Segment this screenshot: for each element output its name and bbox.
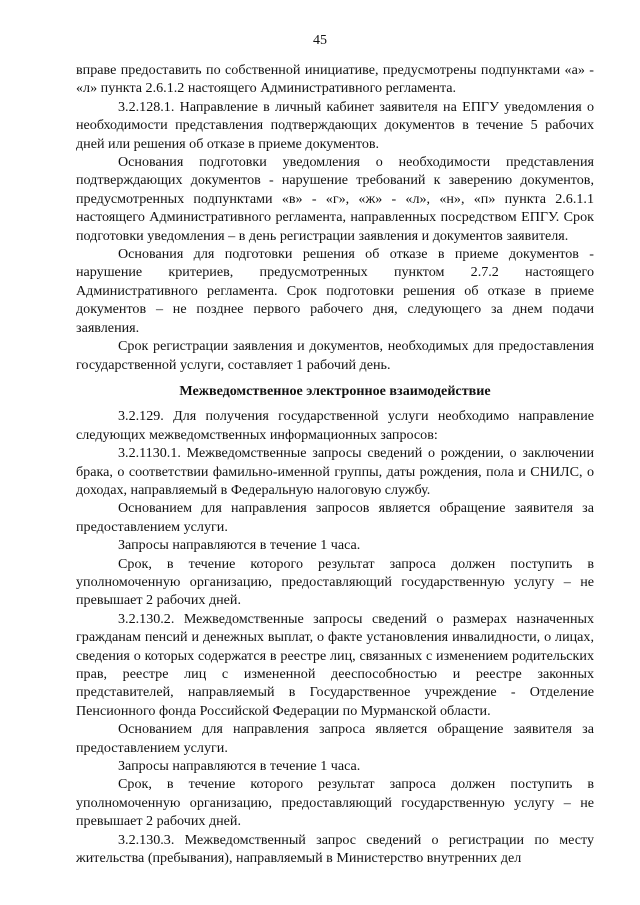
paragraph: Срок, в течение которого результат запроса должен поступить в уполномоченную организацию, предоставляющий государственную услугу – не превышает 2 рабочих дней. [76,555,594,609]
paragraphs-before-heading [76,61,594,374]
paragraph: 3.2.128.1. Направление в личный кабинет заявителя на ЕПГУ уведомления о необходимости представления подтверждающих документов в течение 5 рабочих дней или решения об отказе в приеме документов. [76,98,594,152]
paragraph: Основания для подготовки решения об отказе в приеме документов - нарушение критериев, предусмотренных пунктом 2.7.2 настоящего Административного регламента. Срок подготовки решения об отказе в приеме документов – не позднее первого рабочего дня, следующего за днем подачи заявления. [76,246,594,336]
document-body [76,61,594,867]
paragraph: Основанием для направления запросов является обращение заявителя за предоставлением услуги. [76,500,594,535]
paragraph: Срок, в течение которого результат запроса должен поступить в уполномоченную организацию, предоставляющий государственную услугу – не превышает 2 рабочих дней. [76,776,594,830]
paragraphs-after-heading [76,407,594,867]
paragraph: Запросы направляются в течение 1 часа. [118,537,361,554]
paragraph: Срок регистрации заявления и документов, необходимых для предоставления государственной услуги, составляет 1 рабочий день. [76,338,594,373]
paragraph: вправе предоставить по собственной инициативе, предусмотрены подпунктами «а» - «л» пункта 2.6.1.2 настоящего Административного регламента. [76,62,594,97]
paragraph: 3.2.130.2. Межведомственные запросы сведений о размерах назначенных гражданам пенсий и денежных выплат, о факте установления инвалидности, о лицах, сведения о которых содержатся в реестре лиц, связанных с изменением родительских прав, реестре лиц с измененной дееспособностью и реестре законных представителей, направляемый в Государственное учреждение - Отделение Пенсионного фонда Российской Федерации по Мурманской области. [76,610,594,719]
section-heading: Межведомственное электронное взаимодействие [179,382,491,399]
paragraph: Основанием для направления запроса является обращение заявителя за предоставлением услуги. [76,721,594,756]
paragraph: Запросы направляются в течение 1 часа. [118,758,361,775]
paragraph: 3.2.129. Для получения государственной услуги необходимо направление следующих межведомственных информационных запросов: [76,408,594,443]
paragraph: Основания подготовки уведомления о необходимости представления подтверждающих документов - нарушение требований к заверению документов, предусмотренных подпунктами «в» - «г», «ж» - «л», «н», «п» пункта 2.6.1.1 настоящего Административного регламента, направленных посредством ЕПГУ. Срок подготовки уведомления – в день регистрации заявления и документов заявителя. [76,154,594,244]
paragraph: 3.2.1130.1. Межведомственные запросы сведений о рождении, о заключении брака, о соответствии фамильно-именной группы, даты рождения, пола и СНИЛС, о доходах, направляемый в Федеральную налоговую службу. [76,445,594,498]
paragraph: 3.2.130.3. Межведомственный запрос сведений о регистрации по месту жительства (пребывания), направляемый в Министерство внутренних дел [76,831,594,867]
page-number: 45 [313,33,327,48]
